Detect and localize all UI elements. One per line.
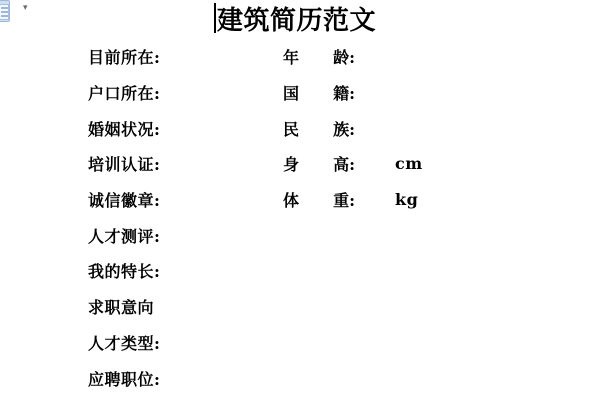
form-row-training-certification[interactable] xyxy=(88,146,593,182)
chevron-down-icon[interactable]: ▾ xyxy=(23,3,28,13)
field-label-part: 民 xyxy=(283,119,300,139)
field-label[interactable]: 应聘职位: xyxy=(88,369,161,389)
title-row[interactable] xyxy=(214,2,376,34)
page-line xyxy=(1,15,8,17)
page-line xyxy=(1,7,8,9)
form-row-talent-assessment[interactable] xyxy=(88,217,593,253)
paste-options-button[interactable] xyxy=(0,0,28,23)
page-line xyxy=(1,11,8,13)
field-label[interactable]: 求职意向 xyxy=(88,298,155,318)
form-row-household-registration[interactable] xyxy=(88,75,593,111)
form-row-marital-status[interactable] xyxy=(88,110,593,146)
field-label[interactable]: 目前所在: xyxy=(88,48,161,68)
field-label-right[interactable] xyxy=(283,152,355,175)
form-row-job-intention[interactable] xyxy=(88,289,593,325)
field-label-part: 族: xyxy=(333,119,355,139)
field-label-right[interactable] xyxy=(283,45,355,68)
field-label[interactable]: 人才类型: xyxy=(88,333,161,353)
form-row-my-specialties[interactable] xyxy=(88,253,593,289)
pasted-page-icon xyxy=(0,4,9,20)
field-label-part: 身 xyxy=(283,155,300,175)
field-label[interactable]: 诚信徽章: xyxy=(88,191,161,211)
field-label-part: 体 xyxy=(283,191,300,211)
document-title[interactable]: 建筑简历范文 xyxy=(217,5,377,36)
unit-label: cm xyxy=(395,154,423,174)
field-label-part: 籍: xyxy=(333,84,355,104)
unit-label: kg xyxy=(395,190,419,210)
field-label-part: 重: xyxy=(333,191,355,211)
field-label[interactable]: 户口所在: xyxy=(88,84,161,104)
form-rows xyxy=(88,39,593,396)
field-label-part: 龄: xyxy=(333,48,355,68)
field-label-right[interactable] xyxy=(283,81,355,104)
field-label-right[interactable] xyxy=(283,188,355,211)
form-row-current-location[interactable] xyxy=(88,39,593,75)
field-label-part: 高: xyxy=(333,155,355,175)
field-label-part: 年 xyxy=(283,48,300,68)
field-label-part: 国 xyxy=(283,84,300,104)
field-label[interactable]: 我的特长: xyxy=(88,262,161,282)
field-label[interactable]: 婚姻状况: xyxy=(88,119,161,139)
field-label[interactable]: 人才测评: xyxy=(88,226,161,246)
text-cursor xyxy=(214,3,216,33)
form-row-position-applied[interactable] xyxy=(88,360,593,396)
form-row-talent-type[interactable] xyxy=(88,325,593,361)
clipboard-paste-icon xyxy=(0,0,12,23)
form-row-integrity-badge[interactable] xyxy=(88,182,593,218)
field-label-right[interactable] xyxy=(283,117,355,140)
field-label[interactable]: 培训认证: xyxy=(88,155,161,175)
